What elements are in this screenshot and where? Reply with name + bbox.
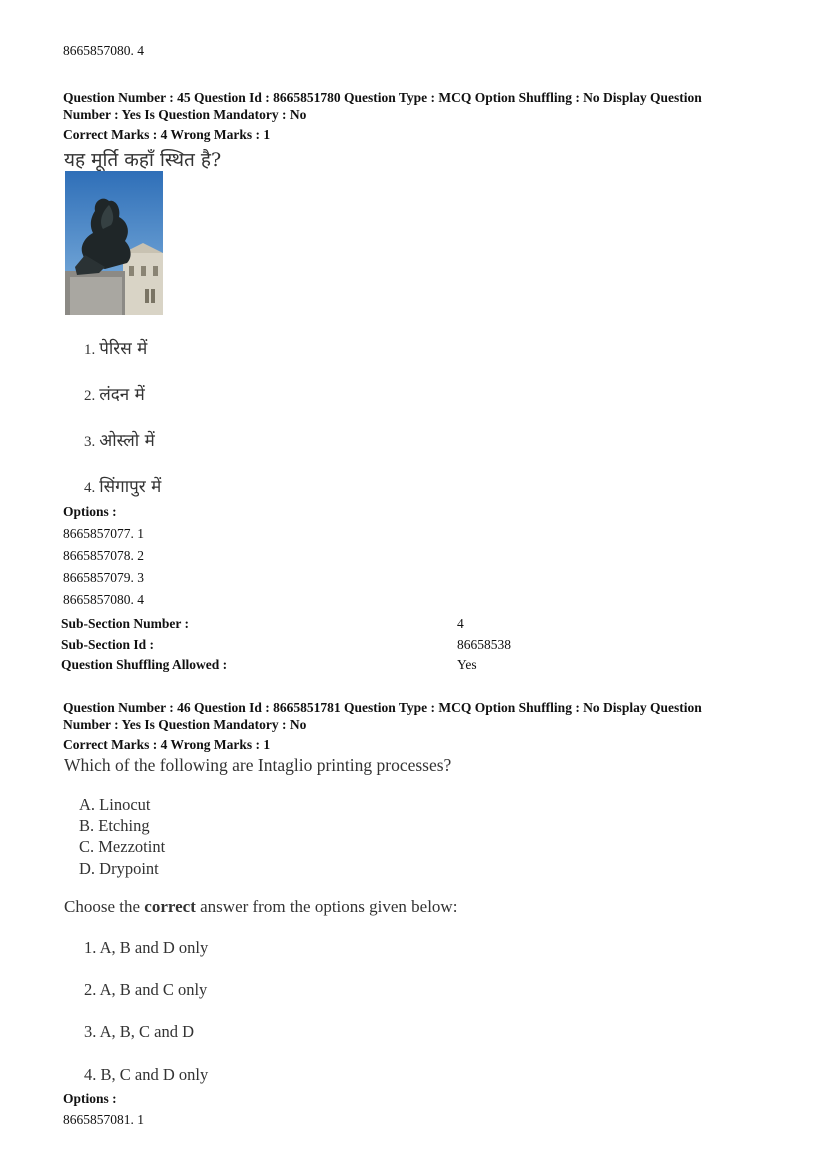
- q46-choice-3-text: A, B, C and D: [99, 1022, 195, 1041]
- q45-marks: Correct Marks : 4 Wrong Marks : 1: [63, 127, 271, 142]
- q45-choice-2: [84, 382, 145, 405]
- q45-choice-1-num: 1.: [84, 342, 96, 358]
- subsection-id-value: 86658538: [457, 637, 511, 652]
- q45-choice-2-text: लंदन में: [99, 385, 145, 405]
- subsection-number-value: 4: [457, 616, 464, 631]
- q45-choice-1-text: पेरिस में: [99, 339, 148, 359]
- q46-header-line2: Number : Yes Is Question Mandatory : No: [63, 717, 307, 732]
- q46-choice-4: [84, 1064, 208, 1086]
- q46-instruction-post: answer from the options given below:: [195, 897, 458, 916]
- q46-instruction-pre: Choose the: [64, 897, 145, 916]
- q45-choice-2-num: 2.: [84, 388, 96, 404]
- q45-choice-1: [84, 336, 147, 359]
- question-shuffling-value: Yes: [457, 657, 477, 672]
- q46-choice-3-num: 3.: [84, 1022, 97, 1041]
- thinker-statue-image: [65, 171, 163, 315]
- q46-question-text: Which of the following are Intaglio printing processes?: [64, 755, 452, 775]
- q46-marks: Correct Marks : 4 Wrong Marks : 1: [63, 737, 271, 752]
- q45-choice-4-num: 4.: [84, 480, 96, 496]
- q46-item-d: D. Drypoint: [79, 859, 159, 878]
- q45-choice-4: [84, 474, 161, 497]
- q46-choice-1: [84, 937, 208, 959]
- subsection-number-label: Sub-Section Number :: [61, 616, 190, 631]
- q45-question-text: यह मूर्ति कहाँ स्थित है?: [64, 149, 222, 171]
- q45-choice-4-text: सिंगापुर में: [99, 477, 162, 497]
- q45-choice-3-text: ओस्लो में: [99, 431, 155, 451]
- q46-item-a: A. Linocut: [79, 795, 151, 814]
- q45-option-id-3: 8665857079. 3: [63, 570, 144, 585]
- q46-choice-1-num: 1.: [84, 938, 97, 957]
- subsection-id-label: Sub-Section Id :: [61, 637, 155, 652]
- q46-instruction-bold: correct: [144, 897, 196, 916]
- q45-choice-3: [84, 428, 155, 451]
- q46-choice-1-text: A, B and D only: [99, 938, 209, 957]
- q45-header-line1: Question Number : 45 Question Id : 8665851780 Question Type : MCQ Option Shuffling : No Display Question: [63, 90, 702, 105]
- q46-choice-4-num: 4.: [84, 1065, 97, 1084]
- q46-instruction: [64, 897, 457, 917]
- q46-choice-2: [84, 979, 207, 1001]
- q45-option-id-4: 8665857080. 4: [63, 592, 144, 607]
- q45-choice-3-num: 3.: [84, 434, 96, 450]
- q45-options-label: Options :: [63, 504, 117, 519]
- q46-choice-3: [84, 1021, 194, 1043]
- question-shuffling-label: Question Shuffling Allowed :: [61, 657, 228, 672]
- q46-option-id-1: 8665857081. 1: [63, 1112, 144, 1127]
- q45-option-id-1: 8665857077. 1: [63, 526, 144, 541]
- q46-options-label: Options :: [63, 1091, 117, 1106]
- q45-header-line2: Number : Yes Is Question Mandatory : No: [63, 107, 307, 122]
- previous-option-line: 8665857080. 4: [63, 43, 144, 58]
- q46-choice-2-num: 2.: [84, 980, 97, 999]
- q46-choice-2-text: A, B and C only: [99, 980, 208, 999]
- q46-item-b: B. Etching: [79, 816, 150, 835]
- q45-option-id-2: 8665857078. 2: [63, 548, 144, 563]
- q46-item-c: C. Mezzotint: [79, 837, 166, 856]
- q46-choice-4-text: B, C and D only: [100, 1065, 209, 1084]
- q46-header-line1: Question Number : 46 Question Id : 8665851781 Question Type : MCQ Option Shuffling : No Display Question: [63, 700, 702, 715]
